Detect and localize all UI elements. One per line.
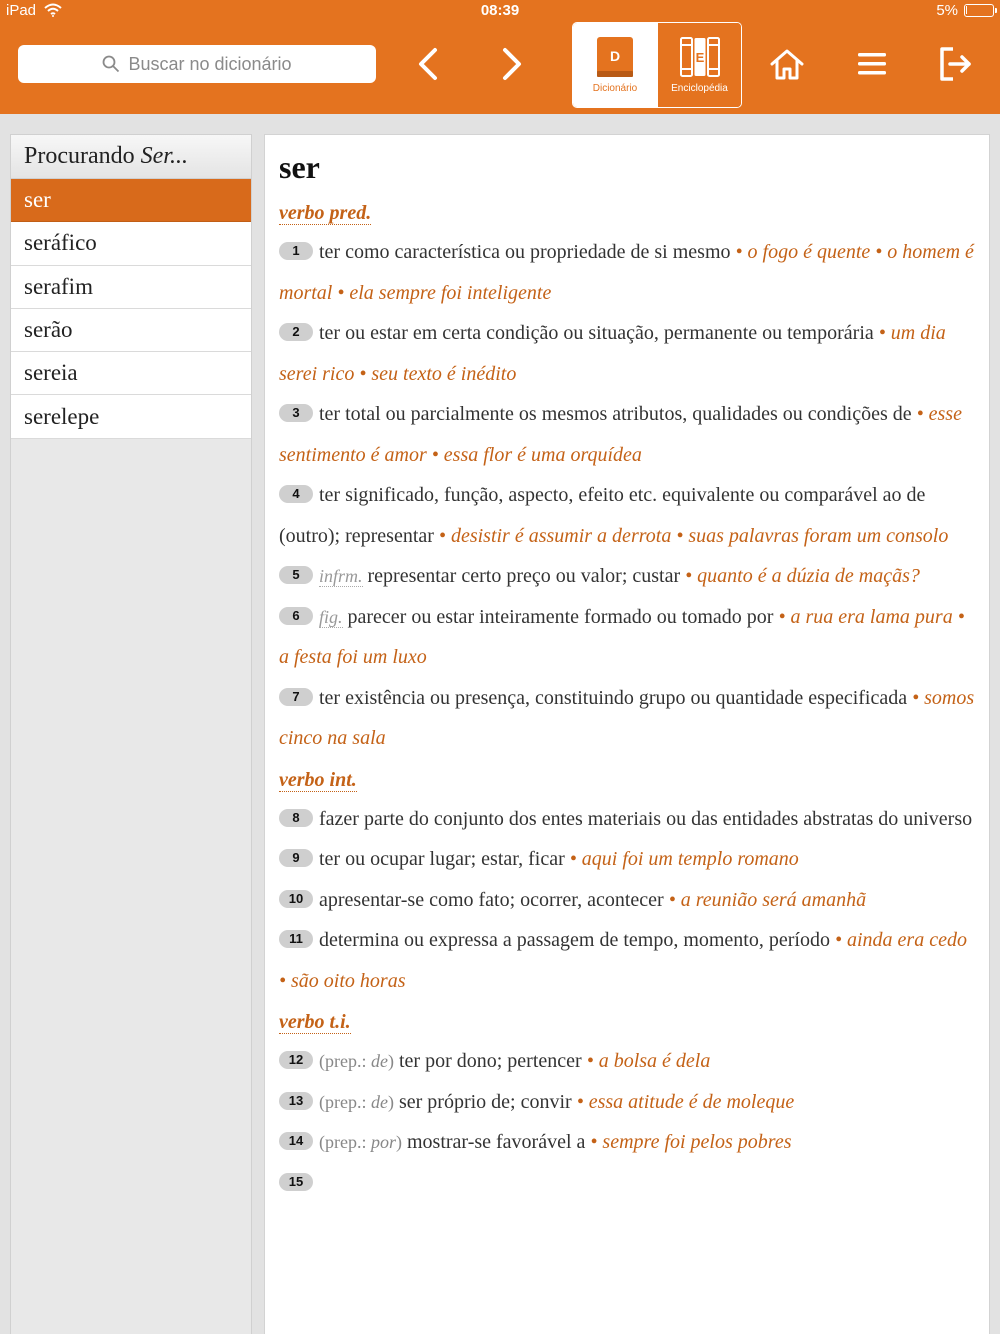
usage-example: o homem é mortal xyxy=(279,241,974,304)
preposition-word: por xyxy=(370,1132,396,1152)
example-bullet: • xyxy=(735,241,743,263)
tab-enciclopedia-label: Enciclopédia xyxy=(671,83,728,94)
svg-text:D: D xyxy=(609,48,621,64)
sense-item xyxy=(279,475,975,556)
chevron-left-icon xyxy=(416,47,440,81)
example-bullet: • xyxy=(875,241,883,263)
sense-number-badge: 14 xyxy=(279,1132,313,1150)
example-bullet: • xyxy=(676,524,684,547)
example-bullet: • xyxy=(279,969,287,992)
part-of-speech xyxy=(279,1007,975,1037)
sense-item xyxy=(279,799,975,840)
preposition-word: de xyxy=(370,1051,388,1071)
sense-number-badge: 6 xyxy=(279,607,313,625)
svg-text:E: E xyxy=(695,50,704,65)
battery-percent: 5% xyxy=(936,2,958,19)
usage-example: ela sempre foi inteligente xyxy=(349,281,552,304)
sense-number-badge: 2 xyxy=(279,323,313,341)
example-bullet: • xyxy=(878,322,886,344)
preposition-note: (prep.: por) xyxy=(319,1132,402,1152)
sense-number-badge: 1 xyxy=(279,242,313,260)
usage-example: a bolsa é dela xyxy=(598,1050,711,1072)
results-sidebar xyxy=(10,134,252,1334)
example-bullet: • xyxy=(438,524,446,547)
example-bullet: • xyxy=(431,443,439,466)
menu-icon xyxy=(856,51,888,77)
sense-item xyxy=(279,1082,975,1123)
usage-example: aqui foi um templo romano xyxy=(581,848,799,870)
sense-definition: parecer ou estar inteiramente formado ou tomado por xyxy=(347,605,774,628)
usage-example: quanto é a dúzia de maçãs? xyxy=(697,565,920,587)
example-bullet: • xyxy=(957,605,965,628)
usage-example: a reunião será amanhã xyxy=(680,888,867,911)
preposition-label: prep.: xyxy=(325,1051,367,1071)
logout-icon xyxy=(938,46,974,82)
example-bullet: • xyxy=(576,1090,584,1113)
usage-example: somos cinco na sala xyxy=(279,686,975,749)
sense-definition: ter ou estar em certa condição ou situação, permanente ou temporária xyxy=(319,322,874,344)
status-bar xyxy=(0,0,1000,22)
list-item[interactable]: serão xyxy=(11,309,251,352)
tab-dicionario-label: Dicionário xyxy=(592,83,638,94)
back-button[interactable] xyxy=(408,40,448,88)
example-bullet: • xyxy=(590,1131,598,1153)
headword: ser xyxy=(279,149,320,185)
sense-definition: ter existência ou presença, constituindo grupo ou quantidade especificada xyxy=(319,686,908,709)
exit-button[interactable] xyxy=(934,40,978,88)
example-bullet: • xyxy=(685,565,693,587)
entry-panel xyxy=(264,134,990,1334)
search-status-prefix: Procurando xyxy=(24,143,135,169)
usage-example: ainda era cedo xyxy=(846,929,967,951)
sense-definition: representar certo preço ou valor; custar xyxy=(367,565,681,587)
sense-definition: mostrar-se favorável a xyxy=(407,1131,586,1153)
sense-item xyxy=(279,394,975,475)
sense-item xyxy=(279,232,975,313)
usage-label[interactable]: infrm. xyxy=(319,566,363,586)
list-item[interactable]: seráfico xyxy=(11,222,251,265)
sense-number-badge: 11 xyxy=(279,930,313,948)
menu-button[interactable] xyxy=(850,40,894,88)
usage-example: são oito horas xyxy=(291,969,406,992)
sense-item xyxy=(279,678,975,759)
sense-item xyxy=(279,839,975,880)
search-status-term: Ser... xyxy=(140,143,188,169)
sense-number-badge: 7 xyxy=(279,688,313,706)
sense-number-badge: 13 xyxy=(279,1092,313,1110)
mode-switch xyxy=(572,22,742,108)
sense-definition: ter como característica ou propriedade de si mesmo xyxy=(319,241,731,263)
sense-number-badge: 8 xyxy=(279,809,313,827)
sense-definition: ter por dono; pertencer xyxy=(398,1050,582,1072)
results-list xyxy=(11,179,251,439)
sense-number-badge: 5 xyxy=(279,566,313,584)
encyclopedia-books-icon xyxy=(678,35,722,79)
search-placeholder: Buscar no dicionário xyxy=(128,53,292,74)
sense-number-badge: 15 xyxy=(279,1173,313,1191)
sense-item xyxy=(279,920,975,1001)
example-bullet: • xyxy=(912,686,920,709)
entry-body xyxy=(279,198,975,1203)
sense-number-badge: 10 xyxy=(279,890,313,908)
sense-item xyxy=(279,1163,975,1204)
search-icon xyxy=(102,55,120,73)
sense-definition: ser próprio de; convir xyxy=(398,1090,572,1113)
part-of-speech-label[interactable]: verbo t.i. xyxy=(279,1011,351,1033)
tab-dicionario[interactable] xyxy=(573,23,657,107)
example-bullet: • xyxy=(569,848,577,870)
device-name: iPad xyxy=(6,2,37,19)
part-of-speech-label[interactable]: verbo pred. xyxy=(279,202,372,224)
sense-definition: ter significado, função, aspecto, efeito etc. equivalente ou comparável ao de (outro); representar xyxy=(279,484,926,547)
sense-item xyxy=(279,880,975,921)
battery-icon xyxy=(964,4,994,17)
sense-number-badge: 4 xyxy=(279,485,313,503)
sense-definition: ter ou ocupar lugar; estar, ficar xyxy=(319,848,565,870)
list-item[interactable]: serelepe xyxy=(11,395,251,438)
sense-definition: ter total ou parcialmente os mesmos atributos, qualidades ou condições de xyxy=(319,403,912,425)
example-bullet: • xyxy=(586,1050,594,1072)
preposition-word: de xyxy=(370,1091,388,1112)
list-item[interactable]: sereia xyxy=(11,352,251,395)
usage-example: seu texto é inédito xyxy=(371,362,517,385)
chevron-right-icon xyxy=(500,47,524,81)
preposition-label: prep.: xyxy=(325,1132,367,1152)
sense-item xyxy=(279,1122,975,1163)
sense-item xyxy=(279,1041,975,1082)
home-icon xyxy=(769,47,805,81)
sense-definition: apresentar-se como fato; ocorrer, acontecer xyxy=(319,888,664,911)
usage-example: essa atitude é de moleque xyxy=(588,1090,795,1113)
usage-example: essa flor é uma orquídea xyxy=(443,443,642,466)
sense-item xyxy=(279,556,975,597)
usage-label[interactable]: fig. xyxy=(319,606,343,627)
tab-enciclopedia[interactable] xyxy=(657,23,741,107)
part-of-speech xyxy=(279,765,975,795)
preposition-note: (prep.: de) xyxy=(319,1091,394,1112)
usage-example: a rua era lama pura xyxy=(790,605,953,628)
part-of-speech xyxy=(279,198,975,228)
usage-example: suas palavras foram um consolo xyxy=(688,524,949,547)
home-button[interactable] xyxy=(765,40,809,88)
example-bullet: • xyxy=(834,929,842,951)
search-status-header xyxy=(11,135,251,179)
example-bullet: • xyxy=(359,362,367,385)
example-bullet: • xyxy=(916,403,924,425)
part-of-speech-label[interactable]: verbo int. xyxy=(279,768,357,791)
dictionary-book-icon xyxy=(595,35,635,79)
list-item[interactable]: ser xyxy=(11,179,251,222)
usage-example: sempre foi pelos pobres xyxy=(602,1131,792,1153)
sense-item xyxy=(279,313,975,394)
example-bullet: • xyxy=(668,888,676,911)
sense-number-badge: 9 xyxy=(279,849,313,867)
usage-example: desistir é assumir a derrota xyxy=(450,524,672,547)
example-bullet: • xyxy=(337,281,345,304)
sense-item xyxy=(279,597,975,678)
list-item[interactable]: serafim xyxy=(11,266,251,309)
preposition-label: prep.: xyxy=(325,1091,367,1112)
usage-example: esse sentimento é amor xyxy=(279,403,962,466)
preposition-note: (prep.: de) xyxy=(319,1051,394,1071)
usage-example: um dia serei rico xyxy=(279,322,946,385)
status-time: 08:39 xyxy=(480,2,520,19)
forward-button[interactable] xyxy=(492,40,532,88)
sense-number-badge: 12 xyxy=(279,1051,313,1069)
usage-example: a festa foi um luxo xyxy=(279,646,427,668)
example-bullet: • xyxy=(778,605,786,628)
usage-example: o fogo é quente xyxy=(747,241,871,263)
app-header xyxy=(0,0,1000,114)
sense-number-badge: 3 xyxy=(279,404,313,422)
sense-definition: determina ou expressa a passagem de tempo, momento, período xyxy=(319,929,830,951)
search-input[interactable] xyxy=(18,45,376,83)
sense-definition: fazer parte do conjunto dos entes materiais ou das entidades abstratas do universo xyxy=(319,807,973,830)
